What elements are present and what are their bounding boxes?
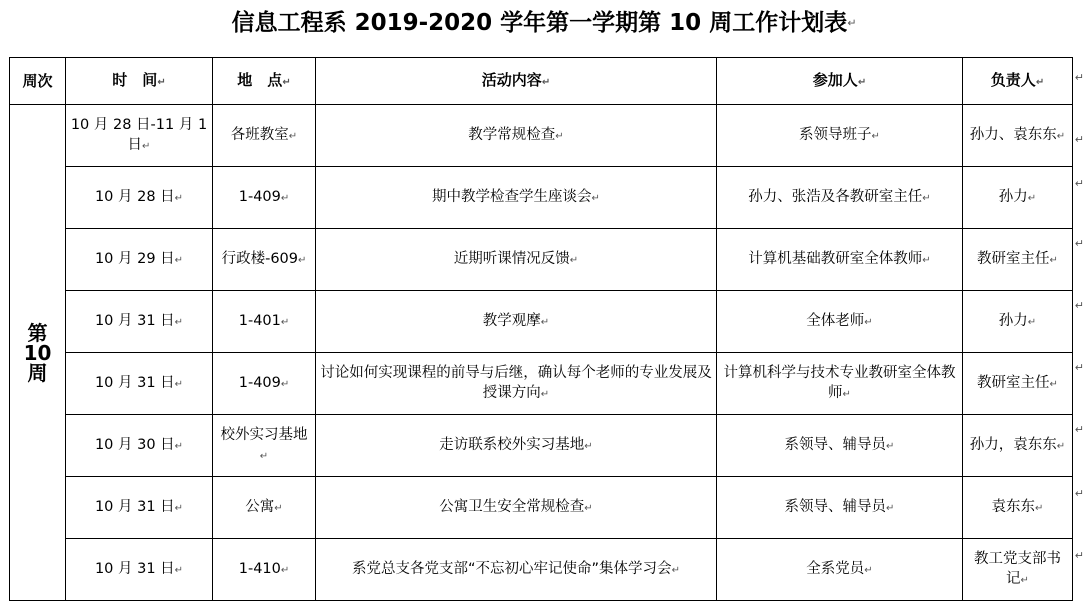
table-row xyxy=(10,229,1073,291)
header-participants: 参加人↵ xyxy=(717,58,963,105)
place-cell: 1-401↵ xyxy=(213,291,316,353)
content-cell: 教学常规检查↵ xyxy=(316,105,717,167)
table-row xyxy=(10,105,1073,167)
place-cell: 1-409↵ xyxy=(213,167,316,229)
week-label-part: 周 xyxy=(27,360,48,385)
time-cell: 10 月 31 日↵ xyxy=(66,477,213,539)
document-title xyxy=(0,6,1088,41)
place-cell: 1-409↵ xyxy=(213,353,316,415)
row-end-mark: ↵ xyxy=(1074,133,1084,146)
owner-cell: 教工党支部书记↵ xyxy=(963,539,1073,601)
participants-cell: 计算机基础教研室全体教师↵ xyxy=(717,229,963,291)
row-end-mark: ↵ xyxy=(1074,237,1084,250)
week-cell xyxy=(10,105,66,601)
row-end-mark: ↵ xyxy=(1074,361,1084,374)
owner-cell: 教研室主任↵ xyxy=(963,229,1073,291)
owner-cell: 教研室主任↵ xyxy=(963,353,1073,415)
participants-cell: 全系党员↵ xyxy=(717,539,963,601)
header-content: 活动内容↵ xyxy=(316,58,717,105)
participants-cell: 系领导、辅导员↵ xyxy=(717,415,963,477)
time-cell: 10 月 31 日↵ xyxy=(66,291,213,353)
owner-cell: 袁东东↵ xyxy=(963,477,1073,539)
header-week: 周次 xyxy=(10,58,66,105)
table-row xyxy=(10,291,1073,353)
participants-cell: 孙力、张浩及各教研室主任↵ xyxy=(717,167,963,229)
content-cell: 系党总支各党支部“不忘初心牢记使命”集体学习会↵ xyxy=(316,539,717,601)
table-row xyxy=(10,353,1073,415)
time-cell: 10 月 28 日-11 月 1 日↵ xyxy=(66,105,213,167)
week-label-part: 第 xyxy=(27,320,48,345)
participants-cell: 计算机科学与技术专业教研室全体教师↵ xyxy=(717,353,963,415)
row-end-mark: ↵ xyxy=(1074,423,1084,436)
place-cell: 1-410↵ xyxy=(213,539,316,601)
content-cell: 讨论如何实现课程的前导与后继，确认每个老师的专业发展及授课方向↵ xyxy=(316,353,717,415)
owner-cell: 孙力，袁东东↵ xyxy=(963,415,1073,477)
participants-cell: 全体老师↵ xyxy=(717,291,963,353)
row-end-mark: ↵ xyxy=(1074,549,1084,562)
week-label-part: 10 xyxy=(23,340,52,365)
time-cell: 10 月 31 日↵ xyxy=(66,539,213,601)
table-row xyxy=(10,167,1073,229)
content-cell: 走访联系校外实习基地↵ xyxy=(316,415,717,477)
work-plan-table xyxy=(9,57,1073,601)
participants-cell: 系领导、辅导员↵ xyxy=(717,477,963,539)
place-cell: 各班教室↵ xyxy=(213,105,316,167)
owner-cell: 孙力、袁东东↵ xyxy=(963,105,1073,167)
header-owner: 负责人↵ xyxy=(963,58,1073,105)
paragraph-mark: ↵ xyxy=(847,16,857,30)
place-cell: 校外实习基地↵ xyxy=(213,415,316,477)
row-end-mark: ↵ xyxy=(1074,71,1084,84)
time-cell: 10 月 28 日↵ xyxy=(66,167,213,229)
time-cell: 10 月 31 日↵ xyxy=(66,353,213,415)
header-row xyxy=(10,58,1073,105)
header-time: 时 间↵ xyxy=(66,58,213,105)
row-end-mark: ↵ xyxy=(1074,487,1084,500)
place-cell: 公寓↵ xyxy=(213,477,316,539)
place-cell: 行政楼-609↵ xyxy=(213,229,316,291)
table-row xyxy=(10,477,1073,539)
owner-cell: 孙力↵ xyxy=(963,167,1073,229)
table-row xyxy=(10,415,1073,477)
owner-cell: 孙力↵ xyxy=(963,291,1073,353)
table-row xyxy=(10,539,1073,601)
content-cell: 公寓卫生安全常规检查↵ xyxy=(316,477,717,539)
header-place: 地 点↵ xyxy=(213,58,316,105)
time-cell: 10 月 30 日↵ xyxy=(66,415,213,477)
time-cell: 10 月 29 日↵ xyxy=(66,229,213,291)
content-cell: 期中教学检查学生座谈会↵ xyxy=(316,167,717,229)
document-title-text: 信息工程系 2019-2020 学年第一学期第 10 周工作计划表 xyxy=(231,10,848,36)
row-end-mark: ↵ xyxy=(1074,299,1084,312)
content-cell: 教学观摩↵ xyxy=(316,291,717,353)
row-end-mark: ↵ xyxy=(1074,177,1084,190)
participants-cell: 系领导班子↵ xyxy=(717,105,963,167)
content-cell: 近期听课情况反馈↵ xyxy=(316,229,717,291)
